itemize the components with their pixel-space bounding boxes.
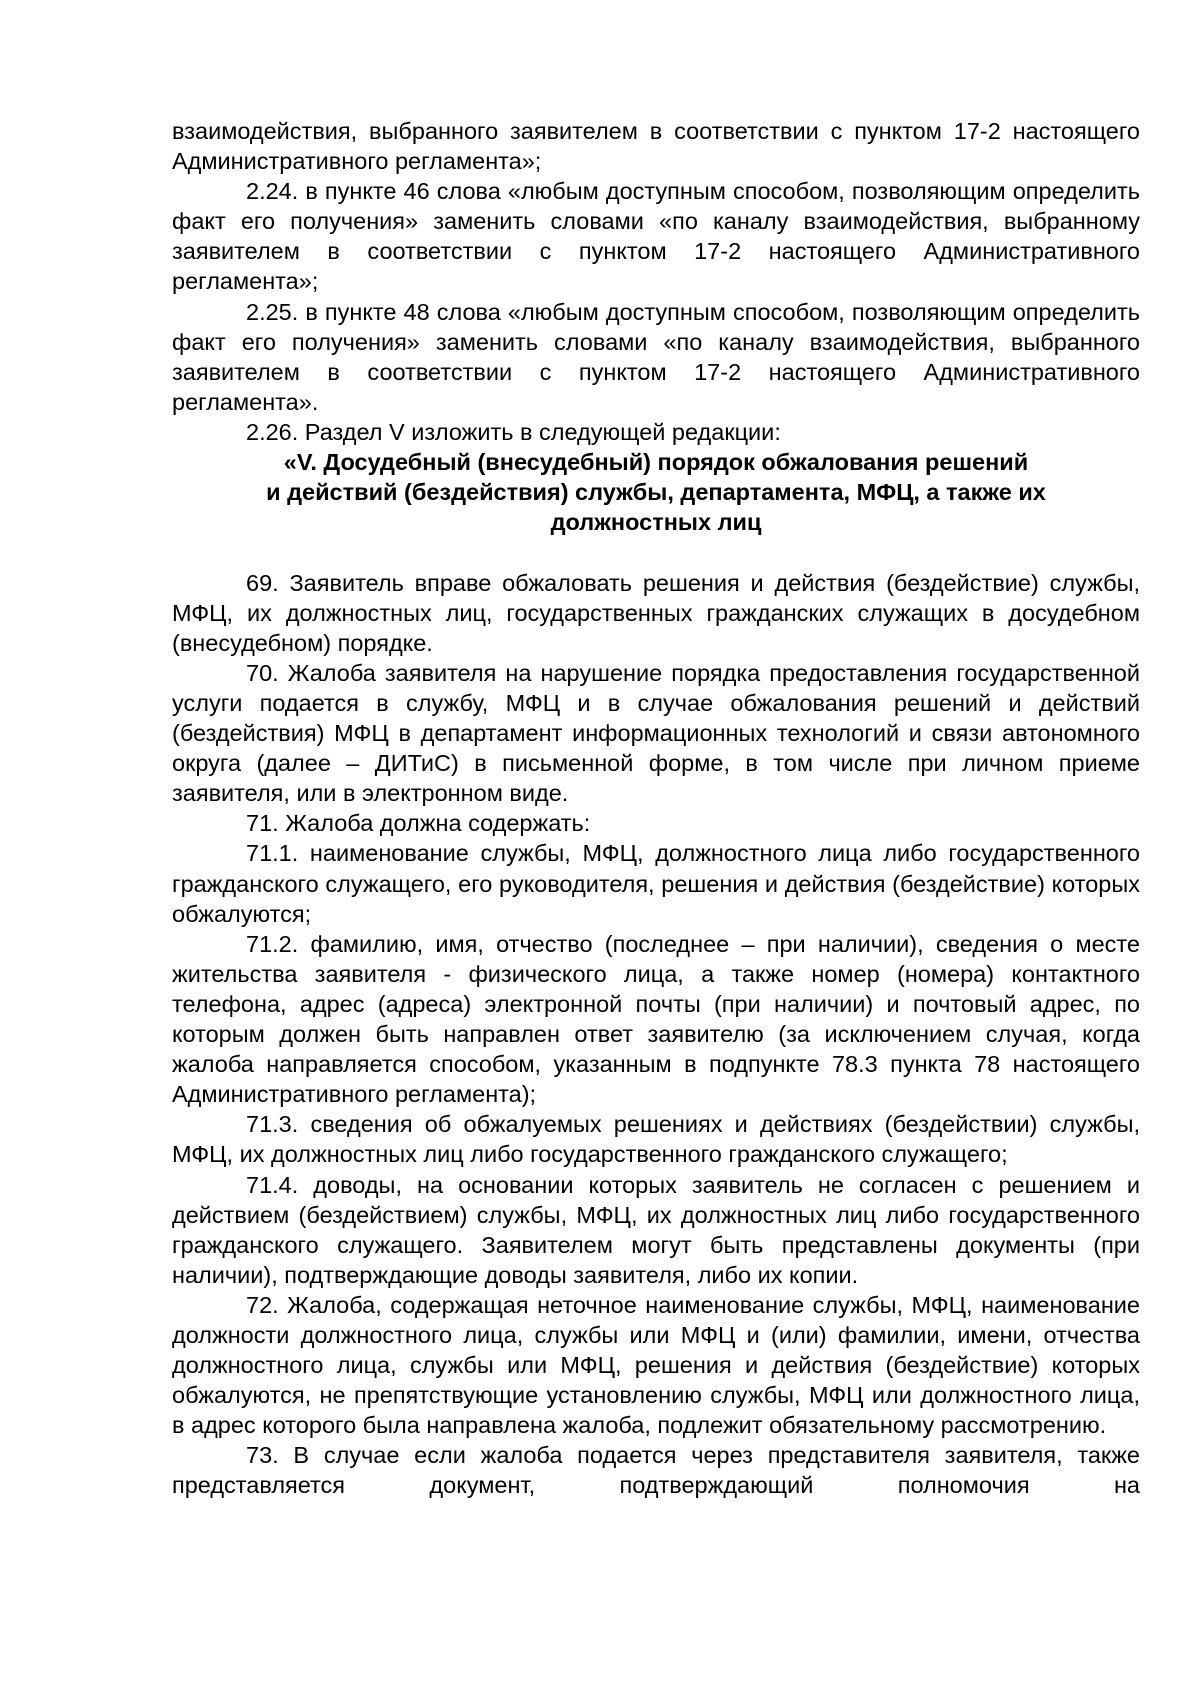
section-heading-line-2: и действий (бездействия) службы, департамента, МФЦ, а также их — [266, 479, 1046, 506]
paragraph-71-2: 71.2. фамилию, имя, отчество (последнее – при наличии), сведения о месте жительства заявителя - физического лица, а также номер (номера) контактного телефона, адрес (адреса) электронной почты (при наличии) и почтовый адрес, по которым должен быть направлен ответ заявителю (за исключением случая, когда жалоба направляется способом, указанным в подпункте 78.3 пункта 78 настоящего Административного регламента); — [172, 930, 1140, 1108]
paragraph-continuation: взаимодействия, выбранного заявителем в соответствии с пунктом 17-2 настоящего Административного регламента»; — [172, 118, 1140, 175]
paragraph-2-24: 2.24. в пункте 46 слова «любым доступным способом, позволяющим определить факт его получения» заменить словами «по каналу взаимодействия, выбранному заявителем в соответствии с пунктом 17-2 настоящего Административного регламента»; — [172, 178, 1140, 295]
paragraph-73: 73. В случае если жалоба подается через представителя заявителя, также представляется документ, подтверждающий полномочия на — [172, 1442, 1140, 1499]
paragraph-70: 70. Жалоба заявителя на нарушение порядка предоставления государственной услуги подается в службу, МФЦ и в случае обжалования решений и действий (бездействия) МФЦ в департамент информационных технологий и связи автономного округа (далее – ДИТиС) в письменной форме, в том числе при личном приеме заявителя, или в электронном виде. — [172, 659, 1140, 807]
paragraph-69: 69. Заявитель вправе обжаловать решения и действия (бездействие) службы, МФЦ, их должностных лиц, государственных гражданских служащих в досудебном (внесудебном) порядке. — [172, 569, 1140, 656]
blank-line — [172, 538, 1140, 568]
paragraph-71-3: 71.3. сведения об обжалуемых решениях и действиях (бездействии) службы, МФЦ, их должностных лиц либо государственного гражданского служащего; — [172, 1111, 1140, 1168]
paragraph-71-4: 71.4. доводы, на основании которых заявитель не согласен с решением и действием (бездействием) службы, МФЦ, их должностных лиц либо государственного гражданского служащего. Заявителем могут быть представлены документы (при наличии), подтверждающие доводы заявителя, либо их копии. — [172, 1171, 1140, 1288]
paragraph-71-1: 71.1. наименование службы, МФЦ, должностного лица либо государственного гражданского служащего, его руководителя, решения и действия (бездействие) которых обжалуются; — [172, 840, 1140, 927]
section-heading-line-1: «V. Досудебный (внесудебный) порядок обжалования решений — [283, 449, 1029, 476]
document-page — [172, 116, 1140, 1501]
paragraph-2-25: 2.25. в пункте 48 слова «любым доступным способом, позволяющим определить факт его получения» заменить словами «по каналу взаимодействия, выбранного заявителем в соответствии с пунктом 17-2 настоящего Административного регламента». — [172, 298, 1140, 415]
section-heading — [172, 447, 1140, 538]
paragraph-71: 71. Жалоба должна содержать: — [246, 810, 591, 837]
paragraph-2-26: 2.26. Раздел V изложить в следующей редакции: — [246, 418, 781, 445]
section-heading-line-3: должностных лиц — [550, 509, 762, 536]
paragraph-72: 72. Жалоба, содержащая неточное наименование службы, МФЦ, наименование должности должностного лица, службы или МФЦ и (или) фамилии, имени, отчества должностного лица, службы или МФЦ, решения и действия (бездействие) которых обжалуются, не препятствующие установлению службы, МФЦ или должностного лица, в адрес которого была направлена жалоба, подлежит обязательному рассмотрению. — [172, 1291, 1140, 1439]
